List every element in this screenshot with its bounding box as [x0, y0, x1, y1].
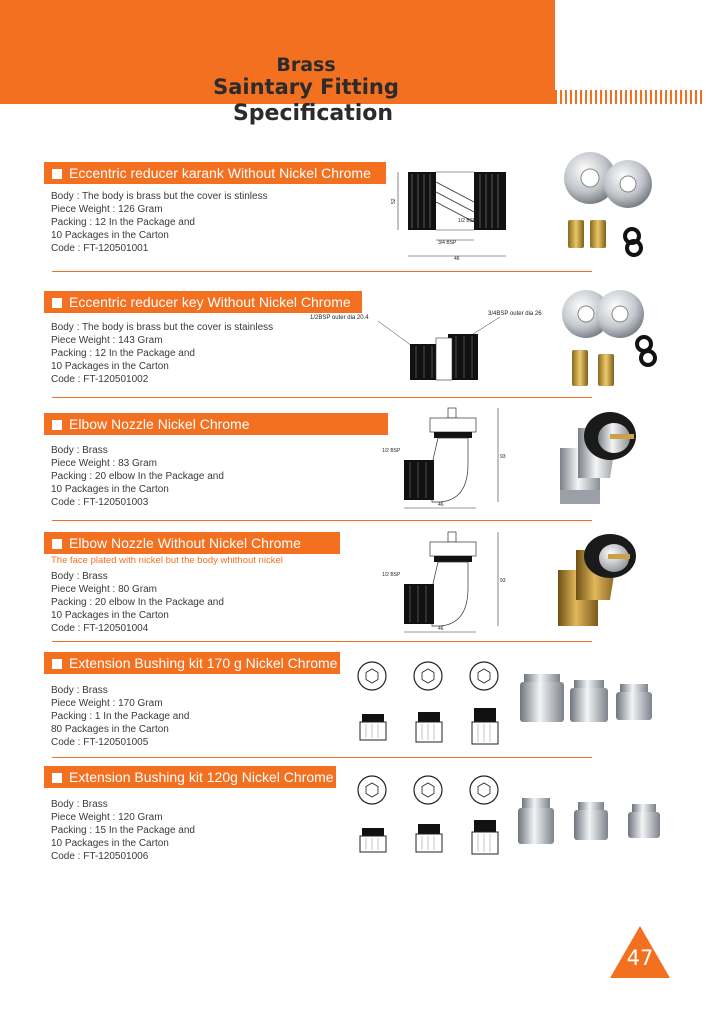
product-photo: [560, 150, 665, 262]
section-specs: [51, 570, 224, 635]
section-title-bar: [44, 652, 340, 674]
dim-width: 46: [438, 502, 444, 508]
section-title: Extension Bushing kit 170 g Nickel Chrome: [69, 655, 338, 671]
drawing-note-right: 3/4BSP outer dia 26: [488, 311, 542, 317]
spec-line: Piece Weight : 143 Gram: [51, 335, 163, 346]
spec-line: Body : Brass: [51, 685, 108, 696]
spec-line: Packing : 20 elbow In the Package and: [51, 597, 224, 608]
section-specs: [51, 798, 195, 863]
spec-line: Code : FT-120501004: [51, 623, 149, 634]
thread-label-b: 3/4 BSP: [438, 240, 457, 246]
section-title: Elbow Nozzle Without Nickel Chrome: [69, 535, 301, 551]
spec-line: Piece Weight : 120 Gram: [51, 812, 163, 823]
spec-line: 10 Packages in the Carton: [51, 838, 169, 849]
section-divider: [52, 641, 592, 642]
title-line-2: Saintary Fitting: [213, 75, 399, 99]
spec-line: Body : Brass: [51, 445, 108, 456]
technical-drawing: [380, 404, 510, 514]
drawing-note-left: 1/2BSP outer dia 20.4: [310, 315, 369, 321]
dim-height: 93: [500, 578, 506, 584]
technical-drawing: [380, 528, 510, 638]
technical-drawing: [388, 160, 528, 264]
section-note: The face plated with nickel but the body whithout nickel: [51, 555, 283, 566]
page-title: [200, 54, 412, 98]
spec-line: Piece Weight : 126 Gram: [51, 204, 163, 215]
technical-drawing: [310, 306, 560, 386]
section-divider: [52, 757, 592, 758]
header-tick-strip: [555, 90, 705, 104]
thread-label-a: 1/2 BSP: [458, 218, 477, 224]
product-photo: [548, 532, 648, 632]
product-photo: [518, 670, 660, 730]
square-bullet-icon: [52, 773, 62, 783]
section-title: Eccentric reducer karank Without Nickel Chrome: [69, 165, 371, 181]
section-title: Elbow Nozzle Nickel Chrome: [69, 416, 250, 432]
section-title-bar: [44, 413, 388, 435]
spec-line: Packing : 20 elbow In the Package and: [51, 471, 224, 482]
section-specs: [51, 444, 224, 509]
spec-line: Body : Brass: [51, 571, 108, 582]
spec-line: 10 Packages in the Carton: [51, 230, 169, 241]
section-title-bar: [44, 532, 340, 554]
spec-line: 80 Packages in the Carton: [51, 724, 169, 735]
spec-line: Code : FT-120501006: [51, 851, 149, 862]
section-title-bar: [44, 766, 336, 788]
square-bullet-icon: [52, 659, 62, 669]
spec-line: Code : FT-120501001: [51, 243, 149, 254]
section-title: Extension Bushing kit 120g Nickel Chrome: [69, 769, 334, 785]
spec-line: Piece Weight : 80 Gram: [51, 584, 157, 595]
spec-line: Code : FT-120501005: [51, 737, 149, 748]
section-specs: [51, 190, 268, 255]
section-specs: [51, 321, 273, 386]
spec-line: Packing : 12 In the Package and: [51, 217, 195, 228]
dim-height: 52: [391, 198, 397, 204]
product-photo: [516, 796, 666, 846]
section-divider: [52, 520, 592, 521]
spec-line: Code : FT-120501002: [51, 374, 149, 385]
spec-line: 10 Packages in the Carton: [51, 484, 169, 495]
section-specs: [51, 684, 189, 749]
spec-line: Code : FT-120501003: [51, 497, 149, 508]
spec-line: Piece Weight : 83 Gram: [51, 458, 157, 469]
thread-label: 1/2 BSP: [382, 572, 401, 578]
square-bullet-icon: [52, 298, 62, 308]
spec-line: Packing : 12 In the Package and: [51, 348, 195, 359]
spec-line: Packing : 15 In the Package and: [51, 825, 195, 836]
spec-line: Piece Weight : 170 Gram: [51, 698, 163, 709]
title-line-1: Brass: [276, 54, 336, 76]
section-title: Eccentric reducer key Without Nickel Chrome: [69, 294, 351, 310]
page-subtitle: Specification: [232, 101, 394, 126]
page-number: 47: [626, 946, 654, 970]
spec-line: Body : The body is brass but the cover is stinless: [51, 191, 268, 202]
technical-drawing: [350, 768, 510, 864]
square-bullet-icon: [52, 169, 62, 179]
dim-width: 46: [454, 256, 460, 262]
page-number-badge: [610, 926, 670, 978]
spec-line: 10 Packages in the Carton: [51, 610, 169, 621]
square-bullet-icon: [52, 420, 62, 430]
spec-line: Body : Brass: [51, 799, 108, 810]
section-divider: [52, 271, 592, 272]
technical-drawing: [350, 654, 510, 750]
spec-line: Body : The body is brass but the cover is stainless: [51, 322, 274, 333]
product-photo: [558, 284, 668, 394]
section-title-bar: [44, 162, 386, 184]
section-divider: [52, 397, 592, 398]
dim-height: 93: [500, 454, 506, 460]
spec-line: Packing : 1 In the Package and: [51, 711, 190, 722]
square-bullet-icon: [52, 539, 62, 549]
thread-label: 1/2 BSP: [382, 448, 401, 454]
product-photo: [548, 408, 648, 512]
spec-line: 10 Packages in the Carton: [51, 361, 169, 372]
dim-width: 46: [438, 626, 444, 632]
